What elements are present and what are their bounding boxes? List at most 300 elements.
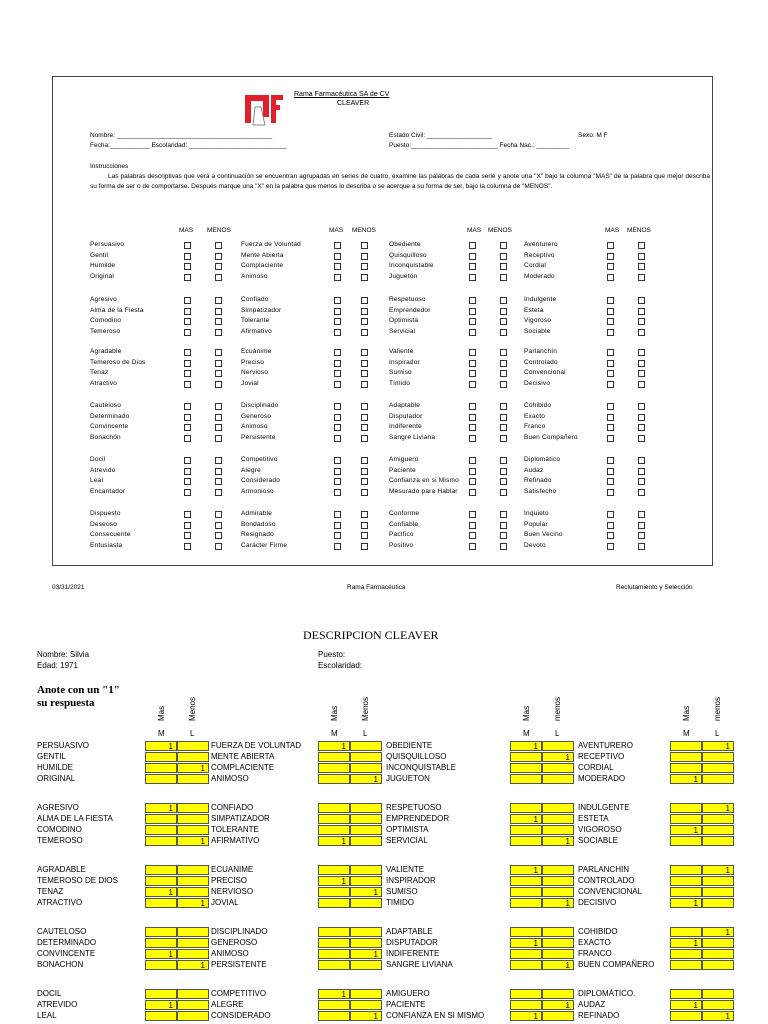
answer-cell-l[interactable] xyxy=(350,938,382,948)
menos-checkbox[interactable] xyxy=(215,263,222,270)
mas-checkbox[interactable] xyxy=(607,532,614,539)
answer-cell-l[interactable] xyxy=(177,938,209,948)
mas-checkbox[interactable] xyxy=(334,274,341,281)
menos-checkbox[interactable] xyxy=(500,297,507,304)
menos-checkbox[interactable] xyxy=(638,349,645,356)
field-estado-civil[interactable]: Estado Civil: __________________ xyxy=(389,132,493,139)
answer-cell-m[interactable] xyxy=(510,836,542,846)
answer-cell-l[interactable] xyxy=(542,814,574,824)
answer-cell-m[interactable] xyxy=(318,803,350,813)
mas-checkbox[interactable] xyxy=(607,253,614,260)
answer-cell-l[interactable] xyxy=(177,825,209,835)
answer-cell-l[interactable] xyxy=(542,876,574,886)
mas-checkbox[interactable] xyxy=(607,489,614,496)
menos-checkbox[interactable] xyxy=(215,532,222,539)
answer-cell-m[interactable] xyxy=(318,825,350,835)
menos-checkbox[interactable] xyxy=(361,318,368,325)
answer-cell-m[interactable] xyxy=(510,960,542,970)
answer-cell-l[interactable]: 1 xyxy=(702,865,734,875)
answer-cell-m[interactable]: 1 xyxy=(145,887,177,897)
answer-cell-l[interactable] xyxy=(350,763,382,773)
answer-cell-l[interactable] xyxy=(542,927,574,937)
answer-cell-l[interactable] xyxy=(542,825,574,835)
mas-checkbox[interactable] xyxy=(334,349,341,356)
menos-checkbox[interactable] xyxy=(215,435,222,442)
answer-cell-l[interactable] xyxy=(177,949,209,959)
menos-checkbox[interactable] xyxy=(361,489,368,496)
mas-checkbox[interactable] xyxy=(184,435,191,442)
answer-cell-m[interactable]: 1 xyxy=(145,741,177,751)
mas-checkbox[interactable] xyxy=(184,242,191,249)
answer-cell-l[interactable] xyxy=(542,865,574,875)
menos-checkbox[interactable] xyxy=(361,543,368,550)
mas-checkbox[interactable] xyxy=(184,489,191,496)
menos-checkbox[interactable] xyxy=(638,414,645,421)
mas-checkbox[interactable] xyxy=(334,435,341,442)
mas-checkbox[interactable] xyxy=(469,403,476,410)
mas-checkbox[interactable] xyxy=(184,403,191,410)
mas-checkbox[interactable] xyxy=(334,297,341,304)
answer-cell-l[interactable]: 1 xyxy=(350,774,382,784)
answer-cell-l[interactable] xyxy=(702,938,734,948)
answer-cell-m[interactable]: 1 xyxy=(670,898,702,908)
menos-checkbox[interactable] xyxy=(215,370,222,377)
menos-checkbox[interactable] xyxy=(638,435,645,442)
answer-cell-l[interactable] xyxy=(350,814,382,824)
answer-cell-m[interactable] xyxy=(318,887,350,897)
menos-checkbox[interactable] xyxy=(361,329,368,336)
answer-cell-m[interactable]: 1 xyxy=(510,938,542,948)
answer-cell-l[interactable]: 1 xyxy=(542,898,574,908)
mas-checkbox[interactable] xyxy=(469,522,476,529)
field-sexo[interactable]: Sexo: M F xyxy=(578,132,608,139)
answer-cell-l[interactable]: 1 xyxy=(177,836,209,846)
menos-checkbox[interactable] xyxy=(215,308,222,315)
menos-checkbox[interactable] xyxy=(638,457,645,464)
mas-checkbox[interactable] xyxy=(184,308,191,315)
menos-checkbox[interactable] xyxy=(361,522,368,529)
mas-checkbox[interactable] xyxy=(469,489,476,496)
answer-cell-m[interactable] xyxy=(145,989,177,999)
answer-cell-m[interactable]: 1 xyxy=(318,876,350,886)
answer-cell-m[interactable]: 1 xyxy=(145,1000,177,1010)
answer-cell-l[interactable] xyxy=(702,960,734,970)
answer-cell-m[interactable] xyxy=(318,927,350,937)
menos-checkbox[interactable] xyxy=(361,457,368,464)
answer-cell-m[interactable]: 1 xyxy=(510,865,542,875)
menos-checkbox[interactable] xyxy=(361,308,368,315)
mas-checkbox[interactable] xyxy=(334,478,341,485)
answer-cell-l[interactable]: 1 xyxy=(350,1011,382,1021)
menos-checkbox[interactable] xyxy=(500,263,507,270)
menos-checkbox[interactable] xyxy=(361,468,368,475)
menos-checkbox[interactable] xyxy=(215,522,222,529)
answer-cell-l[interactable] xyxy=(702,836,734,846)
answer-cell-m[interactable] xyxy=(318,865,350,875)
answer-cell-m[interactable] xyxy=(670,960,702,970)
menos-checkbox[interactable] xyxy=(361,370,368,377)
answer-cell-l[interactable]: 1 xyxy=(702,741,734,751)
answer-cell-l[interactable] xyxy=(702,825,734,835)
answer-cell-m[interactable] xyxy=(145,752,177,762)
answer-cell-l[interactable] xyxy=(177,989,209,999)
menos-checkbox[interactable] xyxy=(500,511,507,518)
field-nombre[interactable]: Nombre: ___________________________________________ xyxy=(90,132,273,139)
answer-cell-l[interactable]: 1 xyxy=(177,898,209,908)
mas-checkbox[interactable] xyxy=(469,424,476,431)
menos-checkbox[interactable] xyxy=(638,242,645,249)
answer-cell-l[interactable] xyxy=(350,752,382,762)
answer-cell-l[interactable] xyxy=(177,876,209,886)
menos-checkbox[interactable] xyxy=(361,263,368,270)
menos-checkbox[interactable] xyxy=(500,532,507,539)
mas-checkbox[interactable] xyxy=(334,403,341,410)
mas-checkbox[interactable] xyxy=(469,253,476,260)
menos-checkbox[interactable] xyxy=(215,403,222,410)
mas-checkbox[interactable] xyxy=(184,511,191,518)
menos-checkbox[interactable] xyxy=(215,381,222,388)
answer-cell-l[interactable] xyxy=(542,803,574,813)
answer-cell-l[interactable] xyxy=(702,989,734,999)
answer-cell-l[interactable] xyxy=(702,763,734,773)
menos-checkbox[interactable] xyxy=(215,349,222,356)
mas-checkbox[interactable] xyxy=(184,297,191,304)
mas-checkbox[interactable] xyxy=(184,457,191,464)
mas-checkbox[interactable] xyxy=(469,381,476,388)
answer-cell-l[interactable] xyxy=(702,814,734,824)
answer-cell-m[interactable] xyxy=(670,876,702,886)
mas-checkbox[interactable] xyxy=(184,318,191,325)
mas-checkbox[interactable] xyxy=(607,318,614,325)
answer-cell-m[interactable]: 1 xyxy=(145,949,177,959)
mas-checkbox[interactable] xyxy=(469,297,476,304)
mas-checkbox[interactable] xyxy=(334,308,341,315)
menos-checkbox[interactable] xyxy=(361,381,368,388)
answer-cell-l[interactable] xyxy=(702,774,734,784)
menos-checkbox[interactable] xyxy=(638,543,645,550)
mas-checkbox[interactable] xyxy=(607,403,614,410)
mas-checkbox[interactable] xyxy=(334,253,341,260)
mas-checkbox[interactable] xyxy=(607,543,614,550)
mas-checkbox[interactable] xyxy=(469,532,476,539)
mas-checkbox[interactable] xyxy=(184,349,191,356)
answer-cell-m[interactable] xyxy=(145,898,177,908)
menos-checkbox[interactable] xyxy=(361,253,368,260)
menos-checkbox[interactable] xyxy=(215,242,222,249)
mas-checkbox[interactable] xyxy=(334,381,341,388)
menos-checkbox[interactable] xyxy=(500,489,507,496)
menos-checkbox[interactable] xyxy=(638,424,645,431)
answer-cell-m[interactable] xyxy=(145,836,177,846)
answer-cell-m[interactable]: 1 xyxy=(510,741,542,751)
mas-checkbox[interactable] xyxy=(334,522,341,529)
answer-cell-l[interactable] xyxy=(542,1011,574,1021)
answer-cell-m[interactable] xyxy=(670,927,702,937)
menos-checkbox[interactable] xyxy=(361,511,368,518)
menos-checkbox[interactable] xyxy=(500,424,507,431)
mas-checkbox[interactable] xyxy=(184,414,191,421)
menos-checkbox[interactable] xyxy=(215,297,222,304)
menos-checkbox[interactable] xyxy=(215,478,222,485)
menos-checkbox[interactable] xyxy=(500,308,507,315)
answer-cell-m[interactable] xyxy=(670,741,702,751)
answer-cell-l[interactable] xyxy=(542,887,574,897)
menos-checkbox[interactable] xyxy=(215,489,222,496)
mas-checkbox[interactable] xyxy=(334,318,341,325)
answer-cell-l[interactable]: 1 xyxy=(702,927,734,937)
answer-cell-m[interactable] xyxy=(670,752,702,762)
answer-cell-l[interactable] xyxy=(702,876,734,886)
menos-checkbox[interactable] xyxy=(500,435,507,442)
mas-checkbox[interactable] xyxy=(184,543,191,550)
answer-cell-l[interactable] xyxy=(177,1011,209,1021)
answer-cell-m[interactable] xyxy=(318,1000,350,1010)
answer-cell-m[interactable] xyxy=(318,949,350,959)
mas-checkbox[interactable] xyxy=(607,522,614,529)
answer-cell-m[interactable] xyxy=(670,803,702,813)
answer-cell-l[interactable] xyxy=(177,774,209,784)
answer-cell-l[interactable]: 1 xyxy=(542,960,574,970)
answer-cell-l[interactable] xyxy=(542,938,574,948)
mas-checkbox[interactable] xyxy=(334,468,341,475)
mas-checkbox[interactable] xyxy=(607,360,614,367)
menos-checkbox[interactable] xyxy=(638,478,645,485)
answer-cell-m[interactable]: 1 xyxy=(670,825,702,835)
menos-checkbox[interactable] xyxy=(215,360,222,367)
mas-checkbox[interactable] xyxy=(184,478,191,485)
menos-checkbox[interactable] xyxy=(638,522,645,529)
menos-checkbox[interactable] xyxy=(500,403,507,410)
mas-checkbox[interactable] xyxy=(184,381,191,388)
mas-checkbox[interactable] xyxy=(607,511,614,518)
answer-cell-m[interactable]: 1 xyxy=(670,774,702,784)
answer-cell-l[interactable] xyxy=(702,949,734,959)
answer-cell-m[interactable]: 1 xyxy=(510,814,542,824)
menos-checkbox[interactable] xyxy=(638,253,645,260)
menos-checkbox[interactable] xyxy=(361,360,368,367)
answer-cell-l[interactable]: 1 xyxy=(542,1000,574,1010)
answer-cell-l[interactable] xyxy=(542,774,574,784)
mas-checkbox[interactable] xyxy=(607,297,614,304)
menos-checkbox[interactable] xyxy=(361,403,368,410)
menos-checkbox[interactable] xyxy=(361,424,368,431)
mas-checkbox[interactable] xyxy=(184,274,191,281)
answer-cell-l[interactable] xyxy=(177,865,209,875)
answer-cell-l[interactable] xyxy=(350,741,382,751)
menos-checkbox[interactable] xyxy=(638,329,645,336)
menos-checkbox[interactable] xyxy=(500,457,507,464)
answer-cell-m[interactable] xyxy=(318,1011,350,1021)
answer-cell-m[interactable] xyxy=(145,774,177,784)
menos-checkbox[interactable] xyxy=(500,360,507,367)
mas-checkbox[interactable] xyxy=(334,489,341,496)
answer-cell-l[interactable] xyxy=(177,814,209,824)
menos-checkbox[interactable] xyxy=(500,253,507,260)
answer-cell-m[interactable] xyxy=(670,814,702,824)
mas-checkbox[interactable] xyxy=(469,318,476,325)
answer-cell-m[interactable] xyxy=(670,836,702,846)
answer-cell-m[interactable]: 1 xyxy=(318,989,350,999)
answer-cell-m[interactable] xyxy=(318,960,350,970)
menos-checkbox[interactable] xyxy=(215,414,222,421)
answer-cell-m[interactable] xyxy=(318,898,350,908)
menos-checkbox[interactable] xyxy=(500,349,507,356)
mas-checkbox[interactable] xyxy=(184,329,191,336)
mas-checkbox[interactable] xyxy=(469,543,476,550)
answer-cell-m[interactable]: 1 xyxy=(670,938,702,948)
answer-cell-l[interactable] xyxy=(350,803,382,813)
answer-cell-m[interactable] xyxy=(510,927,542,937)
menos-checkbox[interactable] xyxy=(215,543,222,550)
answer-cell-l[interactable] xyxy=(350,1000,382,1010)
mas-checkbox[interactable] xyxy=(607,308,614,315)
menos-checkbox[interactable] xyxy=(215,274,222,281)
answer-cell-l[interactable] xyxy=(177,1000,209,1010)
answer-cell-m[interactable] xyxy=(145,876,177,886)
menos-checkbox[interactable] xyxy=(500,381,507,388)
mas-checkbox[interactable] xyxy=(469,242,476,249)
answer-cell-m[interactable] xyxy=(510,763,542,773)
answer-cell-l[interactable] xyxy=(702,898,734,908)
answer-cell-l[interactable] xyxy=(177,887,209,897)
answer-cell-l[interactable]: 1 xyxy=(350,949,382,959)
menos-checkbox[interactable] xyxy=(500,522,507,529)
answer-cell-m[interactable] xyxy=(145,825,177,835)
menos-checkbox[interactable] xyxy=(638,532,645,539)
answer-cell-m[interactable] xyxy=(670,949,702,959)
mas-checkbox[interactable] xyxy=(469,414,476,421)
mas-checkbox[interactable] xyxy=(334,242,341,249)
answer-cell-m[interactable] xyxy=(510,887,542,897)
answer-cell-m[interactable] xyxy=(510,1000,542,1010)
answer-cell-l[interactable] xyxy=(177,803,209,813)
answer-cell-m[interactable]: 1 xyxy=(510,1011,542,1021)
menos-checkbox[interactable] xyxy=(638,403,645,410)
answer-cell-m[interactable] xyxy=(510,774,542,784)
menos-checkbox[interactable] xyxy=(361,349,368,356)
answer-cell-m[interactable]: 1 xyxy=(318,741,350,751)
field-fecha-escolaridad[interactable]: Fecha:___________ Escolaridad: ___________________________ xyxy=(90,142,287,149)
answer-cell-l[interactable]: 1 xyxy=(177,960,209,970)
answer-cell-l[interactable] xyxy=(350,876,382,886)
menos-checkbox[interactable] xyxy=(215,468,222,475)
answer-cell-m[interactable]: 1 xyxy=(670,1000,702,1010)
menos-checkbox[interactable] xyxy=(638,274,645,281)
mas-checkbox[interactable] xyxy=(334,263,341,270)
menos-checkbox[interactable] xyxy=(638,360,645,367)
mas-checkbox[interactable] xyxy=(607,370,614,377)
answer-cell-l[interactable]: 1 xyxy=(702,1011,734,1021)
mas-checkbox[interactable] xyxy=(184,253,191,260)
answer-cell-l[interactable]: 1 xyxy=(177,763,209,773)
menos-checkbox[interactable] xyxy=(361,414,368,421)
answer-cell-m[interactable] xyxy=(510,825,542,835)
menos-checkbox[interactable] xyxy=(500,318,507,325)
menos-checkbox[interactable] xyxy=(361,242,368,249)
menos-checkbox[interactable] xyxy=(361,478,368,485)
answer-cell-l[interactable] xyxy=(702,887,734,897)
menos-checkbox[interactable] xyxy=(500,329,507,336)
mas-checkbox[interactable] xyxy=(184,263,191,270)
mas-checkbox[interactable] xyxy=(469,457,476,464)
answer-cell-m[interactable] xyxy=(318,774,350,784)
mas-checkbox[interactable] xyxy=(469,478,476,485)
mas-checkbox[interactable] xyxy=(334,457,341,464)
answer-cell-m[interactable] xyxy=(670,887,702,897)
answer-cell-m[interactable]: 1 xyxy=(318,836,350,846)
menos-checkbox[interactable] xyxy=(500,468,507,475)
mas-checkbox[interactable] xyxy=(184,360,191,367)
menos-checkbox[interactable] xyxy=(361,297,368,304)
answer-cell-l[interactable] xyxy=(350,898,382,908)
menos-checkbox[interactable] xyxy=(500,414,507,421)
menos-checkbox[interactable] xyxy=(215,457,222,464)
menos-checkbox[interactable] xyxy=(638,381,645,388)
menos-checkbox[interactable] xyxy=(215,253,222,260)
mas-checkbox[interactable] xyxy=(334,424,341,431)
answer-cell-m[interactable] xyxy=(318,763,350,773)
answer-cell-m[interactable]: 1 xyxy=(145,803,177,813)
answer-cell-l[interactable] xyxy=(177,741,209,751)
field-puesto-fecha-nac[interactable]: Puesto:________________________ Fecha Nac.: _________ xyxy=(389,142,569,149)
answer-cell-l[interactable] xyxy=(350,865,382,875)
answer-cell-m[interactable] xyxy=(670,865,702,875)
menos-checkbox[interactable] xyxy=(638,468,645,475)
answer-cell-l[interactable] xyxy=(702,1000,734,1010)
menos-checkbox[interactable] xyxy=(361,274,368,281)
mas-checkbox[interactable] xyxy=(469,349,476,356)
answer-cell-m[interactable] xyxy=(510,989,542,999)
menos-checkbox[interactable] xyxy=(215,511,222,518)
mas-checkbox[interactable] xyxy=(469,274,476,281)
mas-checkbox[interactable] xyxy=(184,532,191,539)
mas-checkbox[interactable] xyxy=(469,263,476,270)
mas-checkbox[interactable] xyxy=(607,263,614,270)
mas-checkbox[interactable] xyxy=(334,414,341,421)
mas-checkbox[interactable] xyxy=(469,468,476,475)
mas-checkbox[interactable] xyxy=(334,543,341,550)
mas-checkbox[interactable] xyxy=(469,435,476,442)
answer-cell-l[interactable] xyxy=(702,752,734,762)
answer-cell-l[interactable]: 1 xyxy=(542,752,574,762)
answer-cell-l[interactable]: 1 xyxy=(702,803,734,813)
menos-checkbox[interactable] xyxy=(500,274,507,281)
answer-cell-m[interactable] xyxy=(145,927,177,937)
answer-cell-l[interactable] xyxy=(350,960,382,970)
mas-checkbox[interactable] xyxy=(334,360,341,367)
mas-checkbox[interactable] xyxy=(607,435,614,442)
mas-checkbox[interactable] xyxy=(184,468,191,475)
mas-checkbox[interactable] xyxy=(607,349,614,356)
answer-cell-l[interactable] xyxy=(350,989,382,999)
menos-checkbox[interactable] xyxy=(215,318,222,325)
answer-cell-m[interactable] xyxy=(318,752,350,762)
mas-checkbox[interactable] xyxy=(184,522,191,529)
answer-cell-m[interactable] xyxy=(145,865,177,875)
mas-checkbox[interactable] xyxy=(469,308,476,315)
mas-checkbox[interactable] xyxy=(184,424,191,431)
answer-cell-l[interactable] xyxy=(542,989,574,999)
answer-cell-l[interactable] xyxy=(350,825,382,835)
menos-checkbox[interactable] xyxy=(215,424,222,431)
mas-checkbox[interactable] xyxy=(607,329,614,336)
mas-checkbox[interactable] xyxy=(607,457,614,464)
mas-checkbox[interactable] xyxy=(334,329,341,336)
answer-cell-l[interactable] xyxy=(542,763,574,773)
mas-checkbox[interactable] xyxy=(607,274,614,281)
mas-checkbox[interactable] xyxy=(334,532,341,539)
menos-checkbox[interactable] xyxy=(500,478,507,485)
